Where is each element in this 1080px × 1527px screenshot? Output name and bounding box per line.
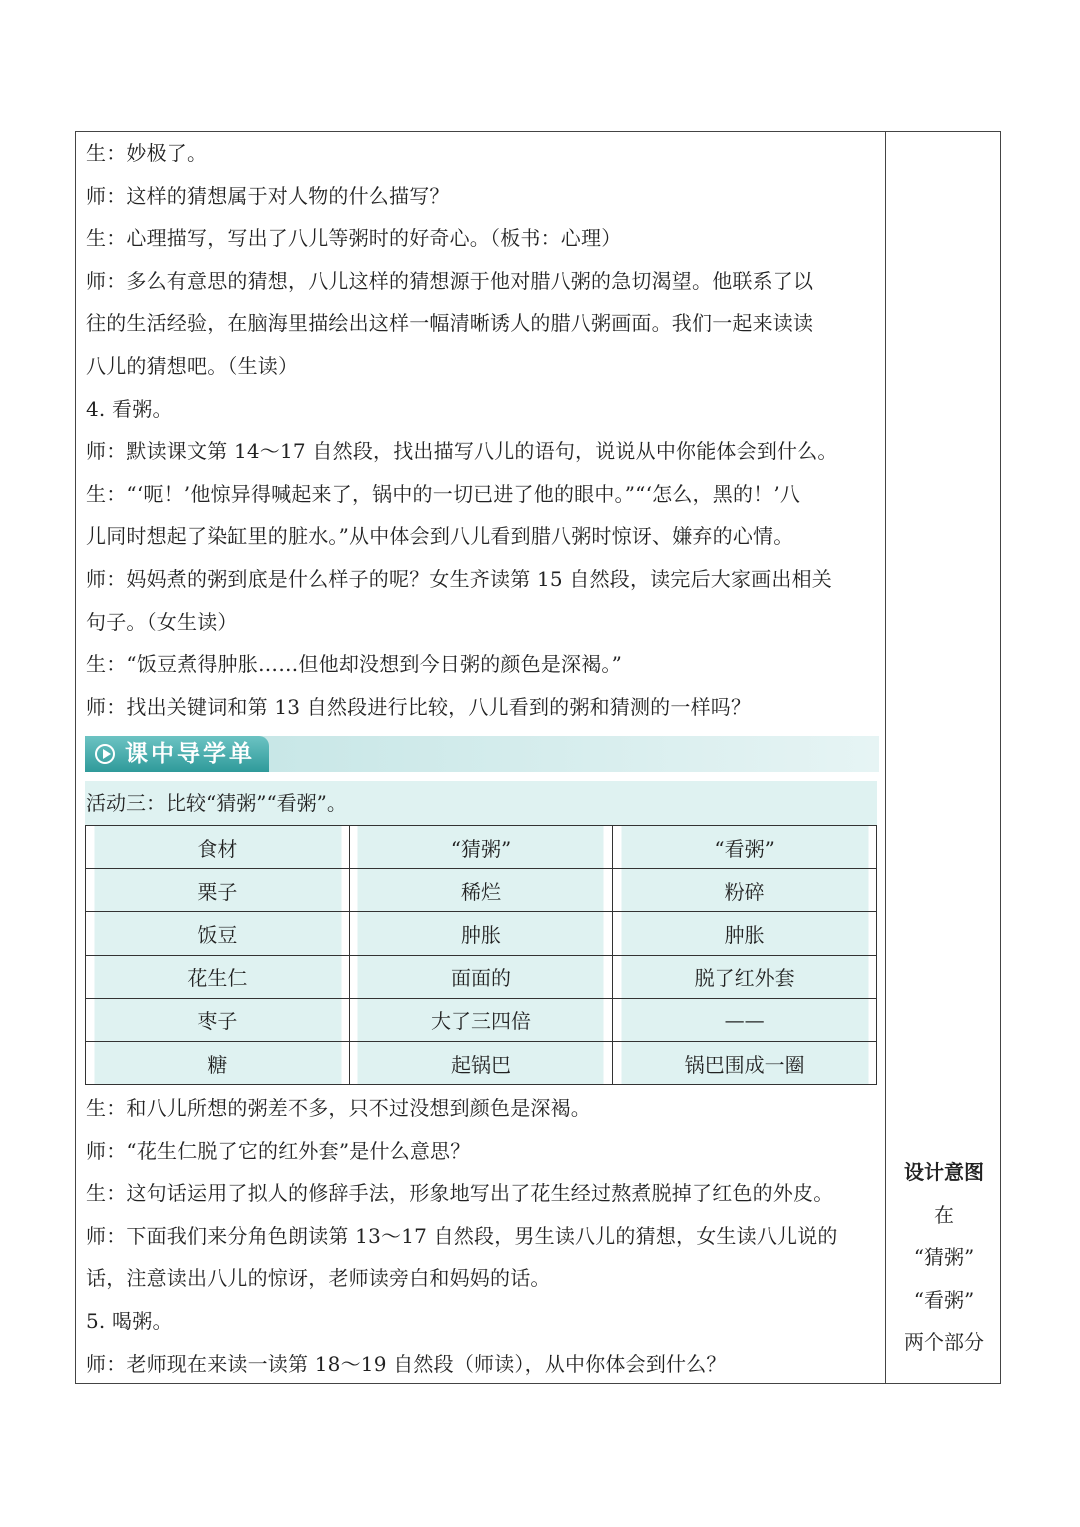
text-line: 师：下面我们来分角色朗读第 13～17 自然段，男生读八儿的猜想，女生读八儿说的 bbox=[86, 1223, 838, 1248]
table-cell: 大了三四倍 bbox=[349, 998, 613, 1041]
text-line: 儿同时想起了染缸里的脏水。”从中体会到八儿看到腊八粥时惊讶、嫌弃的心情。 bbox=[86, 524, 794, 549]
lesson-content-bottom bbox=[86, 1087, 880, 1385]
text-line: 生：妙极了。 bbox=[86, 141, 208, 165]
table-header-cell: 食材 bbox=[86, 826, 350, 869]
table-header-cell: “猜粥” bbox=[349, 826, 613, 869]
table-cell: 肿胀 bbox=[613, 912, 877, 955]
table-row bbox=[86, 955, 877, 998]
design-intent-line: 两个部分 bbox=[904, 1330, 984, 1355]
table-row bbox=[86, 1041, 877, 1084]
text-line: 往的生活经验，在脑海里描绘出这样一幅清晰诱人的腊八粥画面。我们一起来读读 bbox=[86, 311, 814, 336]
activity-title: 活动三：比较“猜粥”“看粥”。 bbox=[86, 791, 347, 815]
table-cell: 糖 bbox=[86, 1041, 350, 1084]
table-header-row bbox=[86, 826, 877, 869]
table-cell: 脱了红外套 bbox=[613, 955, 877, 998]
table-cell: 锅巴围成一圈 bbox=[613, 1041, 877, 1084]
text-line: 师：多么有意思的猜想，八儿这样的猜想源于他对腊八粥的急切渴望。他联系了以 bbox=[86, 268, 814, 293]
table-cell: 肿胀 bbox=[349, 912, 613, 955]
table-cell: 面面的 bbox=[349, 955, 613, 998]
lesson-table-frame bbox=[75, 131, 1001, 1384]
text-line: 生：这句话运用了拟人的修辞手法，形象地写出了花生经过熬煮脱掉了红色的外皮。 bbox=[86, 1181, 834, 1206]
play-circle-icon bbox=[95, 744, 115, 764]
text-line: 生：“‘呃！’他惊异得喊起来了，锅中的一切已进了他的眼中。”“‘怎么，黑的！’八 bbox=[86, 481, 801, 506]
guide-sheet-banner bbox=[85, 736, 879, 772]
design-intent-title: 设计意图 bbox=[904, 1160, 984, 1184]
text-line: 生：“饭豆煮得肿胀……但他却没想到今日粥的颜色是深褐。” bbox=[86, 652, 623, 677]
text-line: 5. 喝粥。 bbox=[86, 1308, 173, 1333]
table-cell: 枣子 bbox=[86, 998, 350, 1041]
text-line: 师：老师现在来读一读第 18～19 自然段（师读），从中你体会到什么？ bbox=[86, 1351, 727, 1376]
text-line: 4. 看粥。 bbox=[86, 396, 173, 421]
table-cell: —— bbox=[613, 998, 877, 1041]
text-line: 话，注意读出八儿的惊讶，老师读旁白和妈妈的话。 bbox=[86, 1266, 551, 1291]
banner-title: 课中导学单 bbox=[125, 740, 255, 767]
design-intent-line: “看粥” bbox=[913, 1287, 975, 1312]
design-intent-column bbox=[886, 1151, 1002, 1364]
table-header-cell: “看粥” bbox=[613, 826, 877, 869]
table-row bbox=[86, 869, 877, 912]
text-line: 师：默读课文第 14～17 自然段，找出描写八儿的语句，说说从中你能体会到什么。 bbox=[86, 439, 838, 464]
table-cell: 粉碎 bbox=[613, 869, 877, 912]
table-cell: 花生仁 bbox=[86, 955, 350, 998]
text-line: 生：和八儿所想的粥差不多，只不过没想到颜色是深褐。 bbox=[86, 1096, 591, 1120]
text-line: 八儿的猜想吧。（生读） bbox=[86, 353, 299, 378]
table-cell: 起锅巴 bbox=[349, 1041, 613, 1084]
table-row bbox=[86, 998, 877, 1041]
banner-tab bbox=[85, 736, 269, 772]
design-intent-line: “猜粥” bbox=[913, 1245, 975, 1270]
table-cell: 栗子 bbox=[86, 869, 350, 912]
text-line: 生：心理描写，写出了八儿等粥时的好奇心。（板书：心理） bbox=[86, 226, 622, 251]
text-line: 师：这样的猜想属于对人物的什么描写？ bbox=[86, 183, 450, 208]
table-cell: 饭豆 bbox=[86, 912, 350, 955]
text-line: 句子。（女生读） bbox=[86, 609, 238, 634]
table-row bbox=[86, 912, 877, 955]
design-intent-line: 在 bbox=[934, 1202, 954, 1227]
text-line: 师：“花生仁脱了它的红外套”是什么意思？ bbox=[86, 1138, 471, 1163]
comparison-table bbox=[85, 825, 877, 1085]
lesson-content-top bbox=[86, 132, 880, 728]
text-line: 师：找出关键词和第 13 自然段进行比较，八儿看到的粥和猜测的一样吗？ bbox=[86, 694, 752, 719]
table-cell: 稀烂 bbox=[349, 869, 613, 912]
text-line: 师：妈妈煮的粥到底是什么样子的呢？女生齐读第 15 自然段，读完后大家画出相关 bbox=[86, 566, 832, 591]
